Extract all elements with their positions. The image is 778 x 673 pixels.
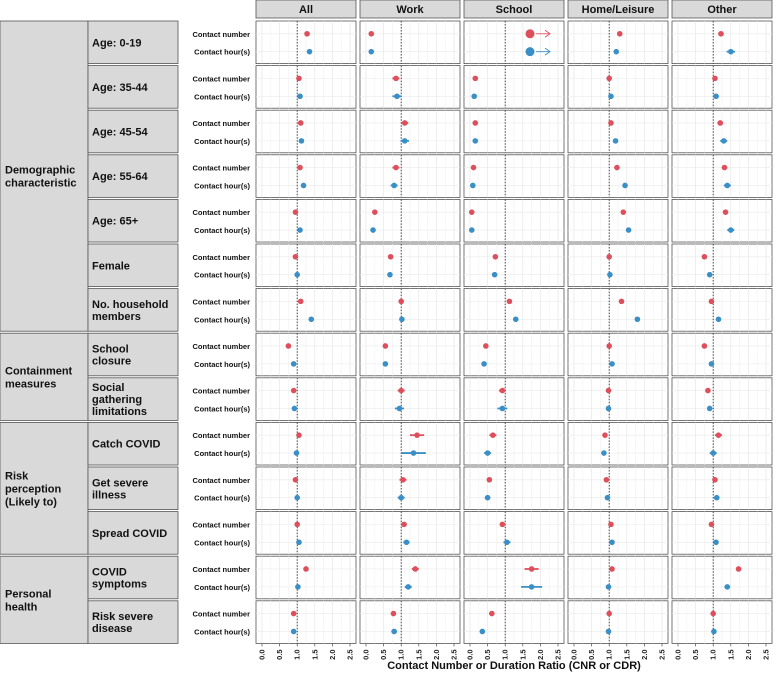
point-hours-3-4 — [724, 183, 730, 189]
point-number-13-3 — [606, 611, 612, 617]
subgroup-label-8: Social gathering limitations — [92, 382, 148, 419]
point-number-8-0 — [291, 388, 297, 394]
point-number-9-4 — [716, 432, 722, 438]
x-axis-label: Contact Number or Duration Ratio (CNR or CDR) — [387, 660, 641, 672]
row-label-number-11: Contact number — [192, 520, 250, 530]
point-hours-0-3 — [613, 49, 619, 55]
x-tick-label-1-5: 2.5 — [449, 649, 459, 660]
point-number-10-4 — [712, 477, 718, 483]
point-number-7-1 — [383, 343, 389, 349]
row-label-hours-7: Contact hour(s) — [194, 359, 250, 369]
row-label-hours-8: Contact hour(s) — [194, 404, 250, 414]
point-number-2-1 — [402, 120, 408, 126]
point-number-3-4 — [722, 165, 728, 171]
x-tick-label-1-4: 2.0 — [431, 649, 441, 660]
point-number-13-4 — [710, 611, 716, 617]
x-tick-label-3-2: 1.0 — [604, 649, 614, 660]
point-hours-6-2 — [513, 316, 519, 322]
point-hours-5-1 — [387, 272, 393, 278]
point-hours-7-1 — [383, 361, 389, 367]
point-number-5-3 — [606, 254, 612, 260]
column-title-3: Home/Leisure — [581, 4, 655, 16]
row-label-number-10: Contact number — [192, 475, 250, 485]
point-hours-12-0 — [295, 584, 301, 590]
row-label-hours-2: Contact hour(s) — [194, 136, 250, 146]
point-hours-13-0 — [291, 629, 297, 635]
point-number-11-4 — [709, 522, 715, 528]
point-number-6-4 — [709, 299, 715, 305]
subgroup-label-2: Age: 45-54 — [92, 126, 148, 139]
point-number-12-0 — [303, 566, 309, 572]
row-label-hours-4: Contact hour(s) — [194, 226, 250, 236]
x-tick-label-3-1: 0.5 — [587, 649, 597, 660]
point-hours-9-4 — [710, 450, 716, 456]
point-number-4-2 — [469, 209, 475, 215]
point-number-7-4 — [702, 343, 708, 349]
point-hours-2-2 — [472, 138, 478, 144]
row-label-hours-13: Contact hour(s) — [194, 627, 250, 637]
point-hours-12-1 — [405, 584, 411, 590]
x-tick-label-4-2: 1.0 — [708, 649, 718, 660]
x-tick-label-3-4: 2.0 — [639, 649, 649, 660]
point-number-11-0 — [294, 522, 300, 528]
row-label-number-3: Contact number — [192, 163, 250, 173]
point-hours-13-4 — [711, 629, 717, 635]
point-number-6-1 — [398, 299, 404, 305]
point-hours-8-1 — [397, 406, 403, 412]
row-label-number-9: Contact number — [192, 431, 250, 441]
point-hours-1-4 — [713, 93, 719, 99]
row-label-number-6: Contact number — [192, 297, 250, 307]
point-hours-9-0 — [294, 450, 300, 456]
point-number-12-4 — [736, 566, 742, 572]
x-tick-label-3-0: 0.0 — [569, 649, 579, 660]
point-number-2-3 — [608, 120, 614, 126]
point-number-6-3 — [619, 299, 625, 305]
point-hours-1-1 — [394, 93, 400, 99]
point-number-3-2 — [471, 165, 477, 171]
point-number-13-0 — [291, 611, 297, 617]
x-tick-label-4-3: 1.5 — [726, 649, 736, 660]
column-title-2: School — [495, 4, 533, 16]
point-hours-6-0 — [308, 316, 314, 322]
row-label-hours-1: Contact hour(s) — [194, 92, 250, 102]
row-label-number-0: Contact number — [192, 29, 250, 39]
point-hours-5-0 — [294, 272, 300, 278]
point-hours-2-3 — [613, 138, 619, 144]
point-number-8-3 — [606, 388, 612, 394]
point-number-8-1 — [398, 388, 404, 394]
x-tick-label-4-1: 0.5 — [691, 649, 701, 660]
point-hours-13-1 — [391, 629, 397, 635]
point-hours-4-0 — [297, 227, 303, 233]
point-hours-6-1 — [399, 316, 405, 322]
point-number-9-0 — [296, 432, 302, 438]
x-tick-label-0-2: 1.0 — [292, 649, 302, 660]
point-number-4-1 — [372, 209, 378, 215]
x-tick-label-2-5: 2.5 — [553, 649, 563, 660]
point-number-0-3 — [617, 31, 623, 37]
point-number-5-1 — [388, 254, 394, 260]
point-number-6-2 — [507, 299, 513, 305]
point-hours-0-4 — [728, 49, 734, 55]
x-tick-label-3-5: 2.5 — [657, 649, 667, 660]
x-tick-label-1-2: 1.0 — [396, 649, 406, 660]
x-tick-label-4-0: 0.0 — [673, 649, 683, 660]
point-number-2-4 — [717, 120, 723, 126]
point-number-1-0 — [296, 76, 302, 82]
subgroup-label-3: Age: 55-64 — [92, 171, 148, 184]
point-hours-11-0 — [296, 539, 302, 545]
row-label-hours-12: Contact hour(s) — [194, 582, 250, 592]
point-hours-1-3 — [608, 93, 614, 99]
point-hours-7-3 — [609, 361, 615, 367]
point-number-12-3 — [609, 566, 615, 572]
point-number-0-0 — [304, 31, 310, 37]
point-hours-3-2 — [470, 183, 476, 189]
point-hours-12-2 — [529, 584, 535, 590]
row-label-hours-0: Contact hour(s) — [194, 47, 250, 57]
point-hours-11-1 — [404, 539, 410, 545]
x-tick-label-4-5: 2.5 — [761, 649, 771, 660]
point-hours-7-0 — [291, 361, 297, 367]
point-hours-8-4 — [707, 406, 713, 412]
point-hours-12-3 — [606, 584, 612, 590]
x-tick-label-0-3: 1.5 — [310, 649, 320, 660]
subgroup-label-0: Age: 0-19 — [92, 37, 142, 50]
subgroup-label-1: Age: 35-44 — [92, 81, 148, 94]
point-hours-3-1 — [391, 183, 397, 189]
point-hours-10-0 — [294, 495, 300, 501]
point-hours-3-0 — [301, 183, 307, 189]
subgroup-label-4: Age: 65+ — [92, 215, 139, 228]
point-hours-0-0 — [307, 49, 313, 55]
group-label-3: Personal health — [5, 588, 52, 614]
point-number-0-4 — [718, 31, 724, 37]
column-title-1: Work — [396, 4, 424, 16]
subgroup-label-13: Risk severe disease — [92, 611, 154, 636]
point-hours-9-3 — [601, 450, 607, 456]
x-tick-label-0-0: 0.0 — [257, 649, 267, 660]
point-hours-5-2 — [492, 272, 498, 278]
x-tick-label-0-5: 2.5 — [345, 649, 355, 660]
row-label-hours-11: Contact hour(s) — [194, 538, 250, 548]
x-tick-label-3-3: 1.5 — [622, 649, 632, 660]
subgroup-label-11: Spread COVID — [92, 527, 168, 540]
point-hours-7-4 — [709, 361, 715, 367]
point-number-8-4 — [705, 388, 711, 394]
point-hours-1-0 — [297, 93, 303, 99]
point-number-10-2 — [487, 477, 493, 483]
x-tick-label-2-4: 2.0 — [535, 649, 545, 660]
point-hours-11-2 — [504, 539, 510, 545]
row-label-hours-10: Contact hour(s) — [194, 493, 250, 503]
point-number-4-3 — [620, 209, 626, 215]
point-number-3-0 — [297, 165, 303, 171]
point-hours-10-3 — [605, 495, 611, 501]
legend-dot-hours — [526, 47, 535, 56]
point-hours-6-3 — [635, 316, 641, 322]
subgroup-label-7: School closure — [92, 343, 132, 368]
point-number-10-0 — [293, 477, 299, 483]
point-hours-12-4 — [724, 584, 730, 590]
point-number-10-1 — [400, 477, 406, 483]
point-hours-8-0 — [292, 406, 298, 412]
point-number-9-1 — [414, 432, 420, 438]
row-label-number-12: Contact number — [192, 564, 250, 574]
point-number-12-2 — [529, 566, 535, 572]
point-hours-5-4 — [707, 272, 713, 278]
point-number-3-1 — [393, 165, 399, 171]
row-label-number-5: Contact number — [192, 252, 250, 262]
point-hours-2-1 — [402, 138, 408, 144]
point-hours-11-4 — [713, 539, 719, 545]
point-hours-10-1 — [398, 495, 404, 501]
group-label-1: Containment measures — [5, 365, 73, 391]
x-tick-label-2-2: 1.0 — [500, 649, 510, 660]
point-number-0-1 — [368, 31, 374, 37]
point-number-4-0 — [293, 209, 299, 215]
point-hours-13-3 — [606, 629, 612, 635]
point-number-5-0 — [293, 254, 299, 260]
point-number-12-1 — [412, 566, 418, 572]
x-tick-label-0-4: 2.0 — [327, 649, 337, 660]
point-number-7-0 — [286, 343, 292, 349]
point-hours-9-1 — [411, 450, 417, 456]
subgroup-label-10: Get severe illness — [92, 477, 149, 502]
point-number-13-1 — [391, 611, 397, 617]
point-hours-5-3 — [607, 272, 613, 278]
point-hours-9-2 — [485, 450, 491, 456]
x-tick-label-2-1: 0.5 — [483, 649, 493, 660]
point-hours-7-2 — [481, 361, 487, 367]
point-number-9-2 — [490, 432, 496, 438]
point-number-9-3 — [602, 432, 608, 438]
row-label-number-4: Contact number — [192, 208, 250, 218]
point-number-6-0 — [298, 299, 304, 305]
point-number-11-3 — [608, 522, 614, 528]
row-label-number-13: Contact number — [192, 609, 250, 619]
point-hours-4-4 — [728, 227, 734, 233]
x-tick-label-4-4: 2.0 — [743, 649, 753, 660]
x-tick-label-2-0: 0.0 — [465, 649, 475, 660]
row-label-number-7: Contact number — [192, 341, 250, 351]
row-label-number-1: Contact number — [192, 74, 250, 84]
point-number-2-2 — [472, 120, 478, 126]
point-hours-2-4 — [721, 138, 727, 144]
point-hours-10-2 — [485, 495, 491, 501]
subgroup-label-12: COVID symptoms — [92, 566, 148, 591]
row-label-number-8: Contact number — [192, 386, 250, 396]
point-hours-0-1 — [368, 49, 374, 55]
point-hours-1-2 — [471, 93, 477, 99]
column-title-0: All — [298, 4, 314, 16]
point-number-3-3 — [614, 165, 620, 171]
point-hours-8-2 — [500, 406, 506, 412]
group-label-0: Demographic characteristic — [5, 164, 77, 190]
row-label-hours-3: Contact hour(s) — [194, 181, 250, 191]
point-number-8-2 — [500, 388, 506, 394]
point-number-1-3 — [606, 76, 612, 82]
group-label-2: Risk perception (Likely to) — [5, 470, 62, 509]
point-hours-6-4 — [716, 316, 722, 322]
x-tick-label-1-3: 1.5 — [414, 649, 424, 660]
x-tick-label-1-1: 0.5 — [379, 649, 389, 660]
point-number-1-4 — [712, 76, 718, 82]
point-hours-2-0 — [299, 138, 305, 144]
row-label-number-2: Contact number — [192, 118, 250, 128]
point-number-7-3 — [606, 343, 612, 349]
point-hours-4-2 — [469, 227, 475, 233]
point-hours-3-3 — [622, 183, 628, 189]
point-number-13-2 — [489, 611, 495, 617]
point-number-1-1 — [393, 76, 399, 82]
point-number-2-0 — [298, 120, 304, 126]
point-hours-4-3 — [626, 227, 632, 233]
point-number-10-3 — [604, 477, 610, 483]
point-number-7-2 — [483, 343, 489, 349]
point-hours-4-1 — [370, 227, 376, 233]
subgroup-label-6: No. household members — [92, 298, 169, 323]
point-number-5-4 — [702, 254, 708, 260]
point-hours-8-3 — [606, 406, 612, 412]
subgroup-label-9: Catch COVID — [92, 438, 161, 451]
legend-dot-number — [526, 29, 535, 38]
row-label-hours-9: Contact hour(s) — [194, 449, 250, 459]
row-label-hours-6: Contact hour(s) — [194, 315, 250, 325]
subgroup-label-5: Female — [92, 260, 130, 273]
point-number-1-2 — [472, 76, 478, 82]
point-hours-10-4 — [714, 495, 720, 501]
x-tick-label-0-1: 0.5 — [275, 649, 285, 660]
point-hours-11-3 — [609, 539, 615, 545]
point-number-5-2 — [493, 254, 499, 260]
column-title-4: Other — [707, 4, 737, 16]
x-tick-label-1-0: 0.0 — [361, 649, 371, 660]
point-number-4-4 — [723, 209, 729, 215]
row-label-hours-5: Contact hour(s) — [194, 270, 250, 280]
x-tick-label-2-3: 1.5 — [518, 649, 528, 660]
point-number-11-2 — [500, 522, 506, 528]
point-number-11-1 — [401, 522, 407, 528]
point-hours-13-2 — [480, 629, 486, 635]
